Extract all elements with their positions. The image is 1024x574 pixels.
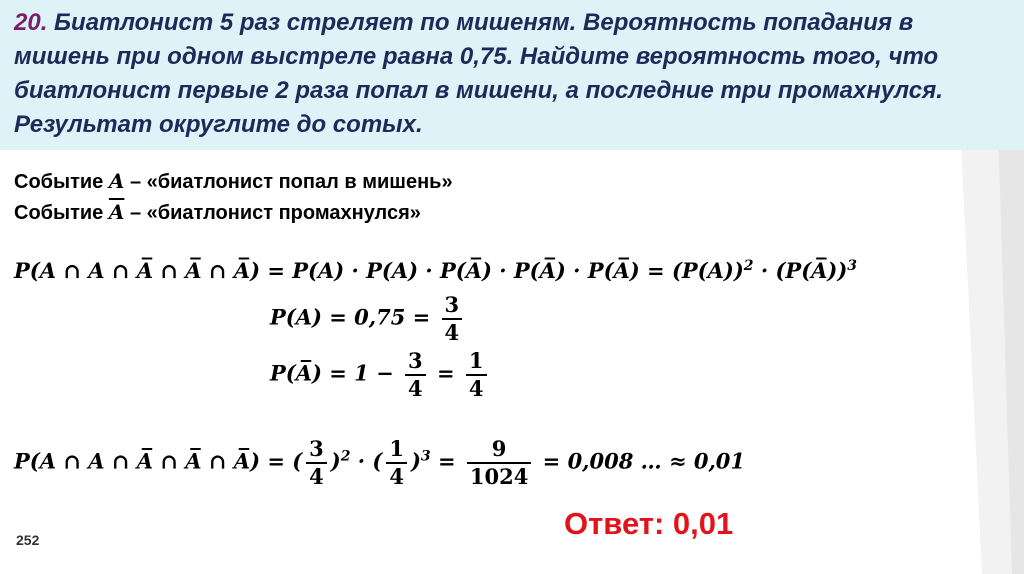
problem-text: Биатлонист 5 раз стреляет по мишеням. Вероятность попадания в мишень при одном выстреле равна 0,75. Найдите вероятность того, что биатлонист первые 2 раза попал в мишени, а последние три промахнулся. Результат округлите до сотых. <box>14 9 943 138</box>
p-a-fraction <box>442 292 463 346</box>
general-formula-exp3: 3 <box>847 258 858 274</box>
p-a-numerator: 3 <box>442 292 463 320</box>
final-numerator-3: 9 <box>467 436 531 464</box>
final-left: P(A ∩ A ∩ A̅ ∩ A̅ ∩ A̅) = ( <box>14 448 303 474</box>
page-number: 252 <box>16 532 40 548</box>
final-paren-close-2: ) <box>410 448 421 474</box>
events-definition <box>14 166 453 228</box>
p-a-denominator: 4 <box>444 320 460 345</box>
p-not-a-denominator-1: 4 <box>408 376 423 401</box>
final-result: = 0,008 … ≈ 0,01 <box>542 448 745 474</box>
p-not-a-denominator-2: 4 <box>468 376 484 401</box>
answer: Ответ: 0,01 <box>564 506 734 541</box>
general-formula-main: P(A ∩ A ∩ A̅ ∩ A̅ ∩ A̅) = P(A) · P(A) · P(A̅) · P(A̅) · P(A̅) = (P(A)) <box>14 258 744 283</box>
p-not-a-numerator-1: 3 <box>405 348 426 376</box>
final-equals: = <box>430 448 456 474</box>
general-formula-exp2: 2 <box>743 258 754 274</box>
final-paren-close-1: ) <box>330 448 341 474</box>
p-not-a-numerator-2: 1 <box>466 348 487 376</box>
final-formula <box>14 436 745 490</box>
final-denominator-2: 4 <box>389 464 404 489</box>
problem-number: 20. <box>14 9 48 36</box>
general-formula <box>14 258 857 283</box>
event-a-text: – «биатлонист попал в мишень» <box>129 171 453 193</box>
event-a-symbol: A <box>108 169 125 193</box>
event-not-a-text: – «биатлонист промахнулся» <box>129 202 421 224</box>
event-not-a-symbol: $\overline{A}$ <box>108 200 125 224</box>
final-denominator-3: 1024 <box>469 464 529 489</box>
p-not-a-left: P(A̅) = 1 − <box>270 360 394 386</box>
event-not-a-line <box>14 197 453 228</box>
p-a-formula <box>270 292 466 346</box>
p-not-a-fraction-2 <box>466 348 487 402</box>
p-not-a-fraction-1 <box>405 348 426 402</box>
p-not-a-formula <box>270 348 491 402</box>
problem-box <box>0 0 1024 150</box>
final-fraction-1 <box>306 436 327 490</box>
event-a-prefix: Событие <box>14 171 104 193</box>
final-fraction-3 <box>467 436 531 490</box>
general-formula-mid: · (P(A̅)) <box>753 258 848 283</box>
p-a-left: P(A) = 0,75 = <box>270 304 431 330</box>
event-not-a-prefix: Событие <box>14 202 104 224</box>
final-dot: · ( <box>350 448 383 474</box>
final-exp3: 3 <box>420 448 431 465</box>
final-numerator-1: 3 <box>306 436 327 464</box>
problem-statement <box>14 6 1004 142</box>
final-denominator-1: 4 <box>309 464 324 489</box>
event-a-line <box>14 166 453 197</box>
p-not-a-equals: = <box>436 360 455 386</box>
final-exp2: 2 <box>340 448 351 465</box>
final-fraction-2 <box>386 436 407 490</box>
final-numerator-2: 1 <box>386 436 407 464</box>
